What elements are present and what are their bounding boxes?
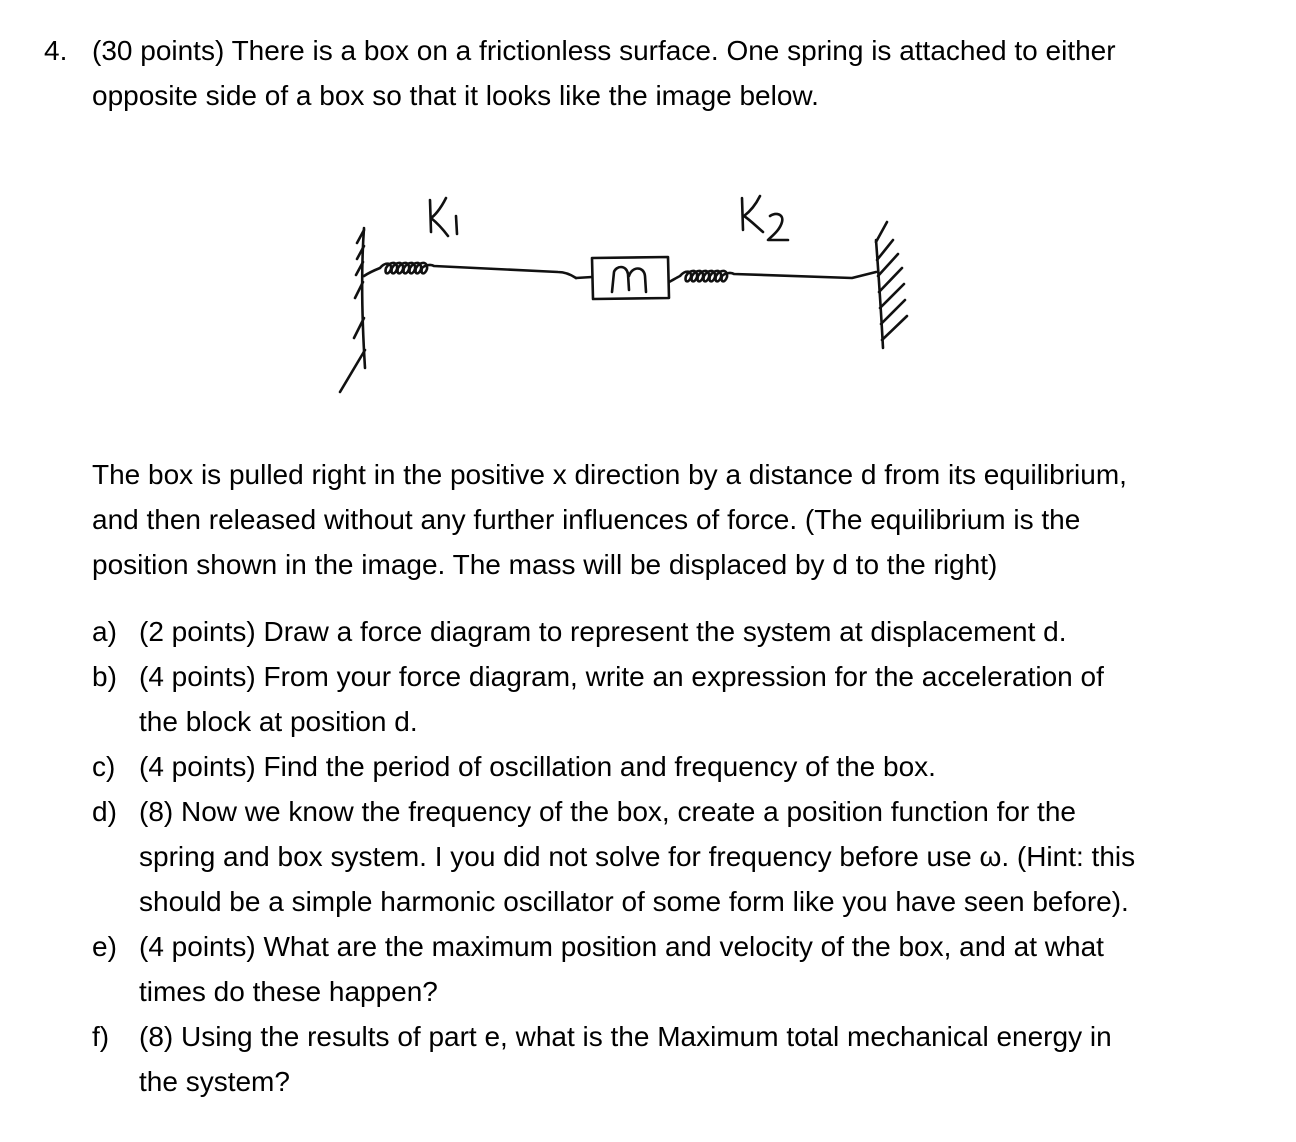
part-text-line: (2 points) Draw a force diagram to represent the system at displacement d. [139, 616, 1067, 647]
spring-mass-figure [330, 180, 930, 410]
part-text-line: should be a simple harmonic oscillator of some form like you have seen before). [139, 886, 1129, 917]
part-label: e) [92, 931, 117, 962]
part-text-line: the block at position d. [139, 706, 418, 737]
question-intro-line: opposite side of a box so that it looks like the image below. [92, 80, 819, 111]
right-spring [669, 271, 876, 282]
question-part-a [92, 609, 1135, 654]
k2-handwritten [742, 196, 788, 240]
part-text-line: (4 points) Find the period of oscillation and frequency of the box. [139, 751, 936, 782]
part-text-line: spring and box system. I you did not solve for frequency before use ω. (Hint: this [139, 841, 1136, 872]
paragraph-line: position shown in the image. The mass will be displaced by d to the right) [92, 549, 998, 580]
question-part-e [92, 924, 1135, 1014]
part-label: d) [92, 796, 117, 827]
part-label: c) [92, 751, 116, 782]
k1-handwritten [430, 198, 457, 236]
question-part-c [92, 744, 1135, 789]
question-intro [92, 28, 1272, 118]
spring-mass-drawing [330, 180, 930, 410]
part-text-line: times do these happen? [139, 976, 438, 1007]
left-spring [364, 263, 576, 278]
question-parts-list [92, 609, 1135, 1104]
paragraph-line: The box is pulled right in the positive x direction by a distance d from its equilibrium, [92, 459, 1127, 490]
part-label: a) [92, 616, 117, 647]
m-handwritten [612, 267, 646, 292]
part-text-line: (8) Using the results of part e, what is the Maximum total mechanical energy in [139, 1021, 1112, 1052]
part-text-line: (8) Now we know the frequency of the box, create a position function for the [139, 796, 1076, 827]
question-intro-line: (30 points) There is a box on a frictionless surface. One spring is attached to either [92, 35, 1116, 66]
mass-box [592, 257, 669, 299]
question-number: 4. [44, 35, 68, 66]
box-left-connector [576, 277, 592, 278]
problem-paragraph [92, 452, 1127, 587]
part-label: f) [92, 1021, 110, 1052]
question-part-f [92, 1014, 1135, 1104]
question-part-d [92, 789, 1135, 924]
part-text-line: (4 points) From your force diagram, write an expression for the acceleration of [139, 661, 1104, 692]
part-text-line: the system? [139, 1066, 290, 1097]
question-part-b [92, 654, 1135, 744]
part-text-line: (4 points) What are the maximum position and velocity of the box, and at what [139, 931, 1104, 962]
paragraph-line: and then released without any further influences of force. (The equilibrium is the [92, 504, 1081, 535]
part-label: b) [92, 661, 117, 692]
